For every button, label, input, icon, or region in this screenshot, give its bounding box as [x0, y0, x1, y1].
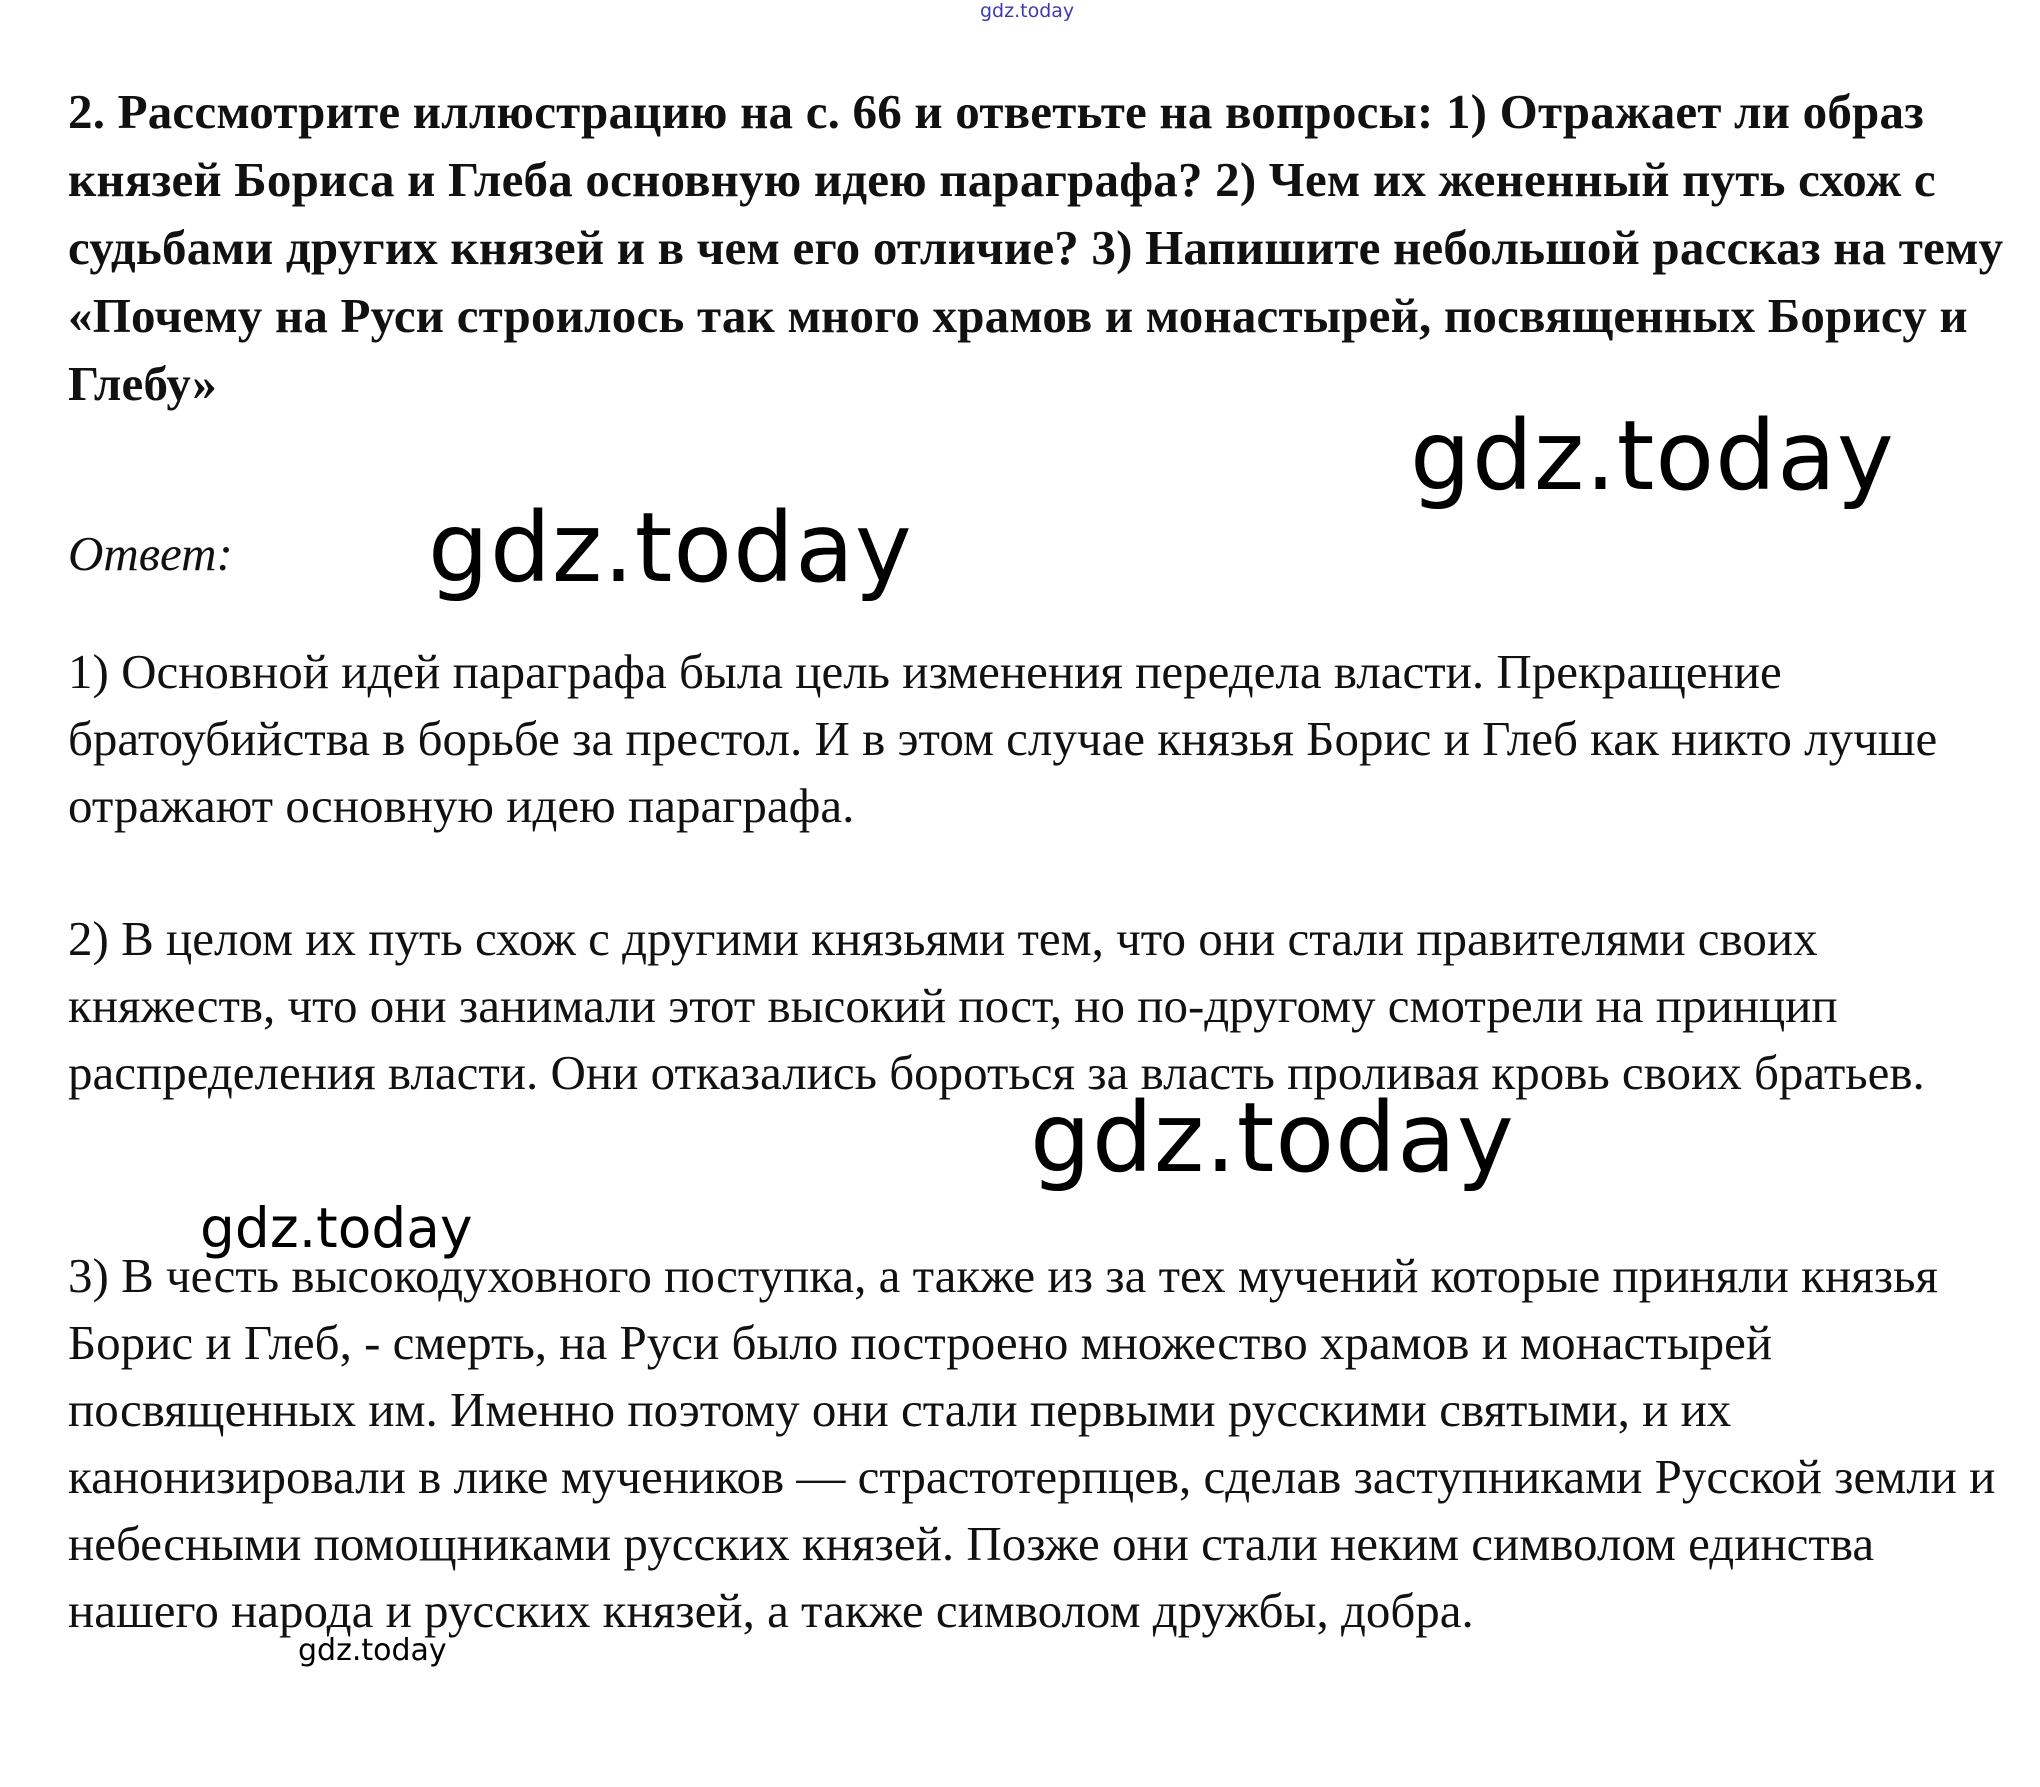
watermark-small: gdz.today: [298, 1633, 447, 1668]
watermark-large-right: gdz.today: [1410, 400, 1895, 512]
answer-paragraph-3: 3) В честь высокодуховного поступка, а также из за тех мучений которые приняли князья Борис и Глеб, - смерть, на Руси было построено множество храмов и монастырей посвященных им. Именно поэтому они стали первыми русскими святыми, и их канонизировали в лике мучеников — страстотерпцев, сделав заступниками Русской земли и небесными помощниками русских князей. Позже они стали неким символом единства нашего народа и русских князей, а также символом дружбы, добра.: [68, 1248, 1996, 1638]
question-text: 2. Рассмотрите иллюстрацию на с. 66 и ответьте на вопросы: 1) Отражает ли образ князей Бориса и Глеба основную идею параграфа? 2) Чем их жененный путь схож с судьбами других князей и в чем его отличие? 3) Напишите небольшой рассказ на тему «Почему на Руси строилось так много храмов и монастырей, посвященных Борису и Глебу»: [68, 84, 2004, 411]
answer-paragraph-2: 2) В целом их путь схож с другими князьями тем, что они стали правителями своих княжеств, что они занимали этот высокий пост, но по-другому смотрели на принцип распределения власти. Они отказались бороться за власть проливая кровь своих братьев.: [68, 911, 1925, 1100]
answer-label: Ответ:: [68, 526, 233, 581]
answer-paragraph-1: 1) Основной идей параграфа была цель изменения передела власти. Прекращение братоубийства в борьбе за престол. И в этом случае князья Борис и Глеб как никто лучше отражают основную идею параграфа.: [68, 644, 1938, 833]
watermark-top: gdz.today: [980, 0, 1075, 22]
watermark-large-left: gdz.today: [428, 492, 913, 604]
watermark-medium: gdz.today: [200, 1196, 473, 1260]
watermark-large-center: gdz.today: [1030, 1082, 1515, 1194]
